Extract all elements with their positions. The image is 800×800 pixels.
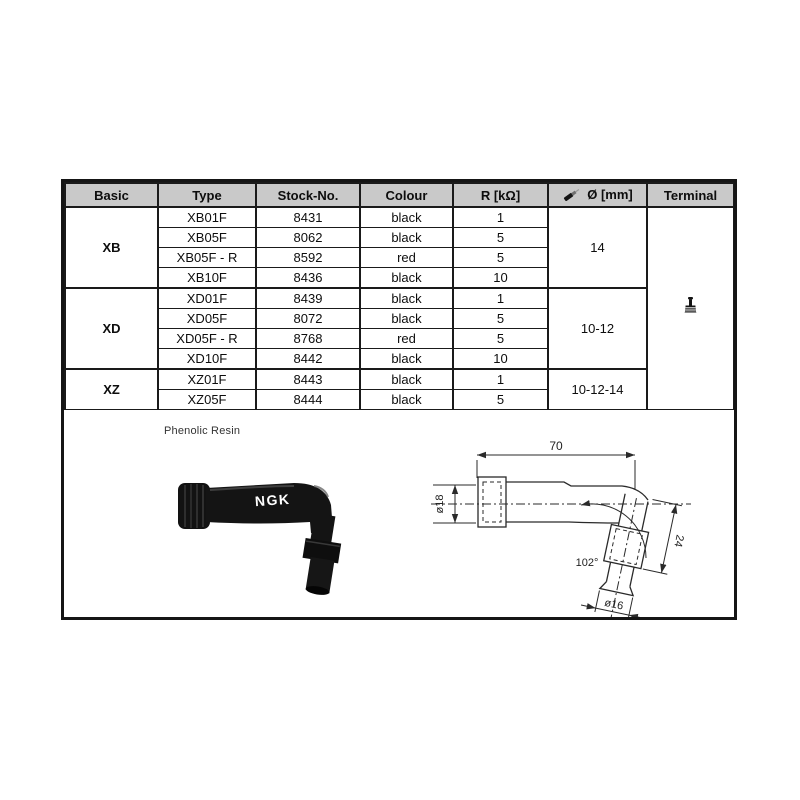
- table-row: [65, 288, 734, 309]
- cell-type: XB05F - R: [158, 248, 256, 268]
- column-header-terminal: Terminal: [647, 183, 734, 207]
- technical-drawing: [419, 428, 731, 620]
- cell-basic-xz: XZ: [65, 369, 158, 410]
- dimension-label-d18: ø18: [434, 494, 446, 514]
- dimension-label-angle: 102°: [575, 557, 599, 569]
- cell-stock: 8443: [256, 369, 360, 390]
- angle-arc: [581, 504, 646, 558]
- cell-colour: black: [360, 228, 453, 248]
- cell-colour: red: [360, 248, 453, 268]
- spec-sheet: [61, 179, 737, 620]
- dimension-label-24: 24: [671, 533, 686, 549]
- cell-stock: 8436: [256, 268, 360, 289]
- dimension-label-d16: ø16: [603, 596, 625, 613]
- body-bottom-outline: [506, 522, 619, 523]
- cell-colour: black: [360, 369, 453, 390]
- column-header-colour: Colour: [360, 183, 453, 207]
- column-header-diameter: [548, 183, 647, 207]
- cell-colour: red: [360, 329, 453, 349]
- cell-stock: 8062: [256, 228, 360, 248]
- cell-resistance: 1: [453, 288, 548, 309]
- cell-stock: 8442: [256, 349, 360, 370]
- column-header-diameter-label: Ø [mm]: [587, 186, 633, 202]
- spec-table: [64, 182, 735, 410]
- cell-colour: black: [360, 268, 453, 289]
- cell-type: XB10F: [158, 268, 256, 289]
- terminal-nut-icon: [683, 297, 698, 318]
- cell-diameter-xb: 14: [548, 207, 647, 288]
- column-header-resistance: R [kΩ]: [453, 183, 548, 207]
- cell-resistance: 5: [453, 309, 548, 329]
- column-header-basic: Basic: [65, 183, 158, 207]
- cell-resistance: 5: [453, 390, 548, 410]
- boot-group: [579, 490, 691, 620]
- cell-stock: 8072: [256, 309, 360, 329]
- cell-colour: black: [360, 390, 453, 410]
- spark-plug-icon: [562, 188, 582, 201]
- cell-type: XD10F: [158, 349, 256, 370]
- cell-stock: 8768: [256, 329, 360, 349]
- product-photo: [176, 475, 366, 615]
- cell-colour: black: [360, 288, 453, 309]
- column-header-type: Type: [158, 183, 256, 207]
- column-header-stock: Stock-No.: [256, 183, 360, 207]
- cell-basic-xd: XD: [65, 288, 158, 369]
- header-row: [65, 183, 734, 207]
- table-row: [65, 207, 734, 228]
- cell-type: XD05F - R: [158, 329, 256, 349]
- cell-type: XZ05F: [158, 390, 256, 410]
- cell-colour: black: [360, 207, 453, 228]
- cap-ribbed-end: [178, 483, 210, 529]
- cell-resistance: 10: [453, 349, 548, 370]
- cell-resistance: 10: [453, 268, 548, 289]
- body-top-outline: [506, 482, 648, 500]
- cell-basic-xb: XB: [65, 207, 158, 288]
- cell-stock: 8439: [256, 288, 360, 309]
- terminal-end-outline: [478, 477, 506, 527]
- cell-diameter-xd: 10-12: [548, 288, 647, 369]
- cell-type: XZ01F: [158, 369, 256, 390]
- cap-lower-stack: [297, 512, 345, 597]
- cell-stock: 8592: [256, 248, 360, 268]
- table-row: [65, 369, 734, 390]
- cell-resistance: 5: [453, 228, 548, 248]
- cell-resistance: 5: [453, 329, 548, 349]
- cell-resistance: 1: [453, 207, 548, 228]
- cell-colour: black: [360, 349, 453, 370]
- cell-type: XD05F: [158, 309, 256, 329]
- cell-resistance: 1: [453, 369, 548, 390]
- material-note: Phenolic Resin: [164, 425, 241, 437]
- illustration-area: [64, 420, 734, 617]
- dimension-label-length: 70: [549, 439, 563, 453]
- cell-type: XD01F: [158, 288, 256, 309]
- cell-terminal: [647, 207, 734, 410]
- cell-stock: 8431: [256, 207, 360, 228]
- cell-diameter-xz: 10-12-14: [548, 369, 647, 410]
- cell-type: XB01F: [158, 207, 256, 228]
- cell-stock: 8444: [256, 390, 360, 410]
- ngk-logo: NGK: [254, 490, 291, 510]
- cell-colour: black: [360, 309, 453, 329]
- cell-resistance: 5: [453, 248, 548, 268]
- cell-type: XB05F: [158, 228, 256, 248]
